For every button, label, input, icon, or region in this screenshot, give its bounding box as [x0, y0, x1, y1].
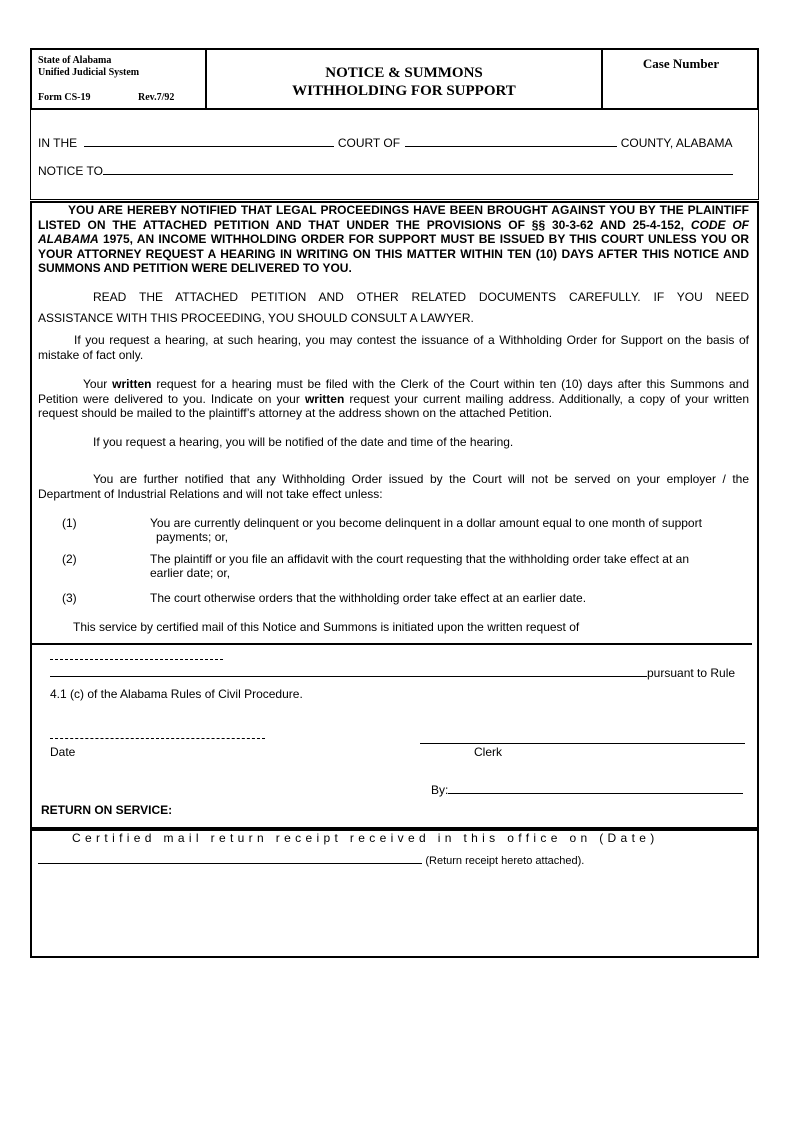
- item-2-text: The plaintiff or you file an affidavit with the court requesting that the withholding order take effect at an: [150, 552, 689, 566]
- date-label: Date: [50, 745, 76, 759]
- clerk-label: Clerk: [474, 745, 503, 759]
- notice-paragraph-1: YOU ARE HEREBY NOTIFIED THAT LEGAL PROCEEDINGS HAVE BEEN BROUGHT AGAINST YOU BY THE PLAINTIFF LISTED ON THE ATTACHED PETITION AND THAT UNDER THE PROVISIONS OF §§ 30-3-62 AND 25-4-152, CODE OF ALABAMA 1975, AN INCOME WITHHOLDING ORDER FOR SUPPORT MUST BE ISSUED BY THIS COURT UNLESS YOU OR YOUR ATTORNEY REQUEST A HEARING IN WRITING ON THIS MATTER WITHIN TEN (10) DAYS AFTER THIS NOTICE AND SUMMONS AND PETITION WERE DELIVERED TO YOU.: [38, 203, 749, 275]
- service-divider: [32, 643, 752, 645]
- item-1-text-cont: payments; or,: [156, 530, 229, 544]
- hearing-contest-paragraph: If you request a hearing, at such hearing, you may contest the issuance of a Withholding Order for Support on the basis of mistake of fact only.: [38, 333, 749, 362]
- read-petition-line2: ASSISTANCE WITH THIS PROCEEDING, YOU SHOULD CONSULT A LAWYER.: [38, 311, 474, 325]
- written-request-paragraph: Your written request for a hearing must be filed with the Clerk of the Court within ten (10) days after this Summons and Petition were delivered to you. Indicate on your written request your current mailing address. Additionally, a copy of your written request should be mailed to the plaintiff’s attorney at the address shown on the attached Petition.: [38, 377, 750, 420]
- hearing-notified-paragraph: If you request a hearing, you will be notified of the date and time of the hearing.: [93, 435, 514, 449]
- item-3-text: The court otherwise orders that the withholding order take effect at an earlier date.: [150, 591, 587, 605]
- by-label: By:: [431, 783, 449, 797]
- rev-label: Rev.7/92: [138, 92, 175, 103]
- item-1-text: You are currently delinquent or you become delinquent in a dollar amount equal to one month of support: [150, 516, 702, 530]
- certified-mail-text: Certified mail return receipt received in this office on (Date): [72, 831, 659, 845]
- certified-service-paragraph: This service by certified mail of this Notice and Summons is initiated upon the written request of: [73, 620, 580, 634]
- court-name-field[interactable]: [84, 135, 334, 147]
- court-box: [30, 108, 759, 200]
- case-number-label: Case Number: [642, 56, 720, 71]
- county-name-field[interactable]: [405, 135, 617, 147]
- form-label: Form CS-19: [38, 92, 91, 103]
- page-title-line1: NOTICE & SUMMONS: [325, 65, 483, 81]
- page-title-line2: WITHHOLDING FOR SUPPORT: [292, 83, 516, 99]
- system-label: Unified Judicial System: [38, 67, 140, 78]
- requester-name-field[interactable]: [50, 665, 647, 677]
- county-label: COUNTY, ALABAMA: [620, 136, 733, 150]
- return-date-field[interactable]: [38, 852, 422, 864]
- clerk-signature-line[interactable]: [420, 743, 745, 744]
- date-dashed-line[interactable]: [50, 738, 265, 739]
- in-the-label: IN THE: [38, 136, 78, 150]
- pursuant-row: [50, 665, 750, 681]
- notice-to-label: NOTICE TO: [38, 164, 103, 178]
- state-label: State of Alabama: [38, 55, 112, 66]
- item-1-number: (1): [62, 516, 77, 530]
- notice-to-field[interactable]: [103, 163, 733, 175]
- item-2-number: (2): [62, 552, 77, 566]
- by-signature-field[interactable]: [448, 782, 743, 794]
- item-3-number: (3): [62, 591, 77, 605]
- return-row: [38, 852, 584, 869]
- rule-text: 4.1 (c) of the Alabama Rules of Civil Procedure.: [50, 687, 303, 701]
- by-row: [431, 782, 743, 798]
- notice-to-row: [38, 163, 753, 179]
- read-petition-line1: READ THE ATTACHED PETITION AND OTHER RELATED DOCUMENTS CAREFULLY. IF YOU NEED: [93, 290, 749, 304]
- court-of-label: COURT OF: [337, 136, 401, 150]
- return-on-service-label: RETURN ON SERVICE:: [41, 803, 173, 817]
- return-attached-label: (Return receipt hereto attached).: [425, 855, 585, 867]
- item-2-text-cont: earlier date; or,: [150, 566, 231, 580]
- requester-dashed-line: [50, 659, 223, 660]
- pursuant-label: pursuant to Rule: [647, 666, 736, 680]
- code-of-alabama: CODE OF ALABAMA: [38, 217, 749, 246]
- return-box: [30, 829, 759, 958]
- further-notified-paragraph: You are further notified that any Withholding Order issued by the Court will not be served on your employer / the Department of Industrial Relations and will not take effect unless:: [38, 472, 749, 501]
- court-row: [38, 135, 753, 151]
